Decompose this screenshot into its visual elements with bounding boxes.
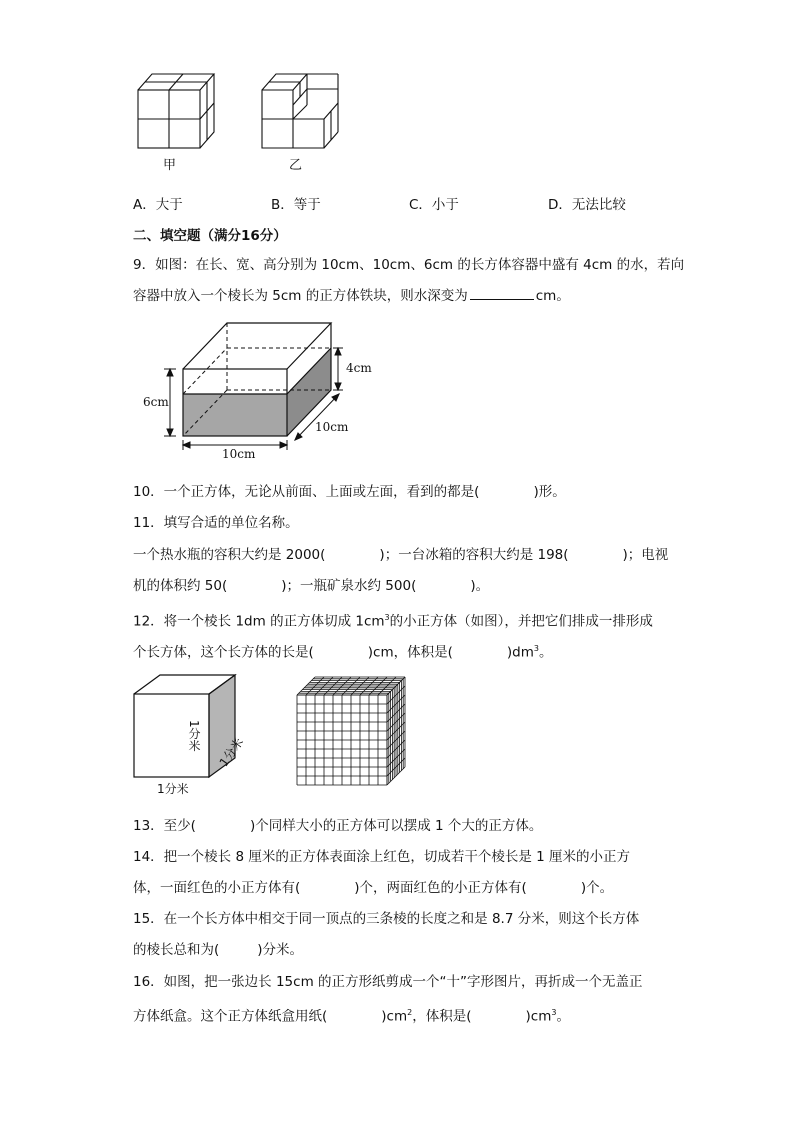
q12-line2: 个长方体，这个长方体的长是( )cm，体积是( )$dm^3$。 [133, 644, 553, 661]
cube-depth-label: 1分米 [216, 735, 247, 770]
q9-answer-blank[interactable] [470, 287, 534, 300]
dim-width-label: 10cm [222, 447, 256, 461]
section-title: 二、填空题（满分16分） [133, 228, 287, 244]
option-b: B．等于 [271, 197, 321, 213]
water-container-figure [160, 318, 380, 468]
cube-stack-figure-a [135, 70, 217, 150]
q15-line2: 的棱长总和为( )分米。 [133, 942, 304, 958]
option-a: A．大于 [133, 197, 183, 213]
cube-stack-figure-b [259, 70, 341, 150]
q15-line1: 15．在一个长方体中相交于同一顶点的三条棱的长度之和是 8.7 分米，则这个长方体 [133, 911, 640, 927]
q12-line1: 12．将一个棱长 1dm 的正方体切成 $1cm^3$的小正方体（如图），并把它们排成一排形成 [133, 613, 653, 630]
q11-line1: 一个热水瓶的容积大约是 2000( )；一台冰箱的容积大约是 198( )；电视 [133, 547, 669, 563]
figure-label-a: 甲 [163, 158, 177, 173]
dim-water-label: 4cm [346, 361, 372, 375]
cube-bottom-label: 1分米 [157, 782, 189, 796]
q11-title: 11．填写合适的单位名称。 [133, 515, 299, 531]
q9-line1: 9．如图：在长、宽、高分别为 10cm、10cm、6cm 的长方体容器中盛有 4cm 的水，若向 [133, 257, 685, 273]
option-d: D．无法比较 [548, 197, 626, 213]
q10: 10．一个正方体，无论从前面、上面或左面，看到的都是( )形。 [133, 484, 566, 500]
q16-line2: 方体纸盒。这个正方体纸盒用纸( )$cm^2$，体积是( )$cm^3$。 [133, 1008, 570, 1025]
cube-side-label: 1分米 [187, 720, 201, 752]
q11-line2: 机的体积约 50( )；一瓶矿泉水约 500( )。 [133, 578, 490, 594]
q14-line1: 14．把一个棱长 8 厘米的正方体表面涂上红色，切成若干个棱长是 1 厘米的小正方 [133, 849, 631, 865]
dim-depth-label: 10cm [315, 420, 349, 434]
small-cubes-figure [295, 675, 415, 783]
q16-line1: 16．如图，把一张边长 15cm 的正方形纸剪成一个“十”字形图片，再折成一个无盖正 [133, 974, 643, 990]
option-c: C．小于 [409, 197, 459, 213]
figure-label-b: 乙 [289, 158, 303, 173]
q9-line2: 容器中放入一个棱长为 5cm 的正方体铁块，则水深变为 cm。 [133, 288, 570, 304]
q13: 13．至少( )个同样大小的正方体可以摆成 1 个大的正方体。 [133, 818, 543, 834]
dim-height-label: 6cm [143, 395, 169, 409]
q14-line2: 体，一面红色的小正方体有( )个，两面红色的小正方体有( )个。 [133, 880, 614, 896]
